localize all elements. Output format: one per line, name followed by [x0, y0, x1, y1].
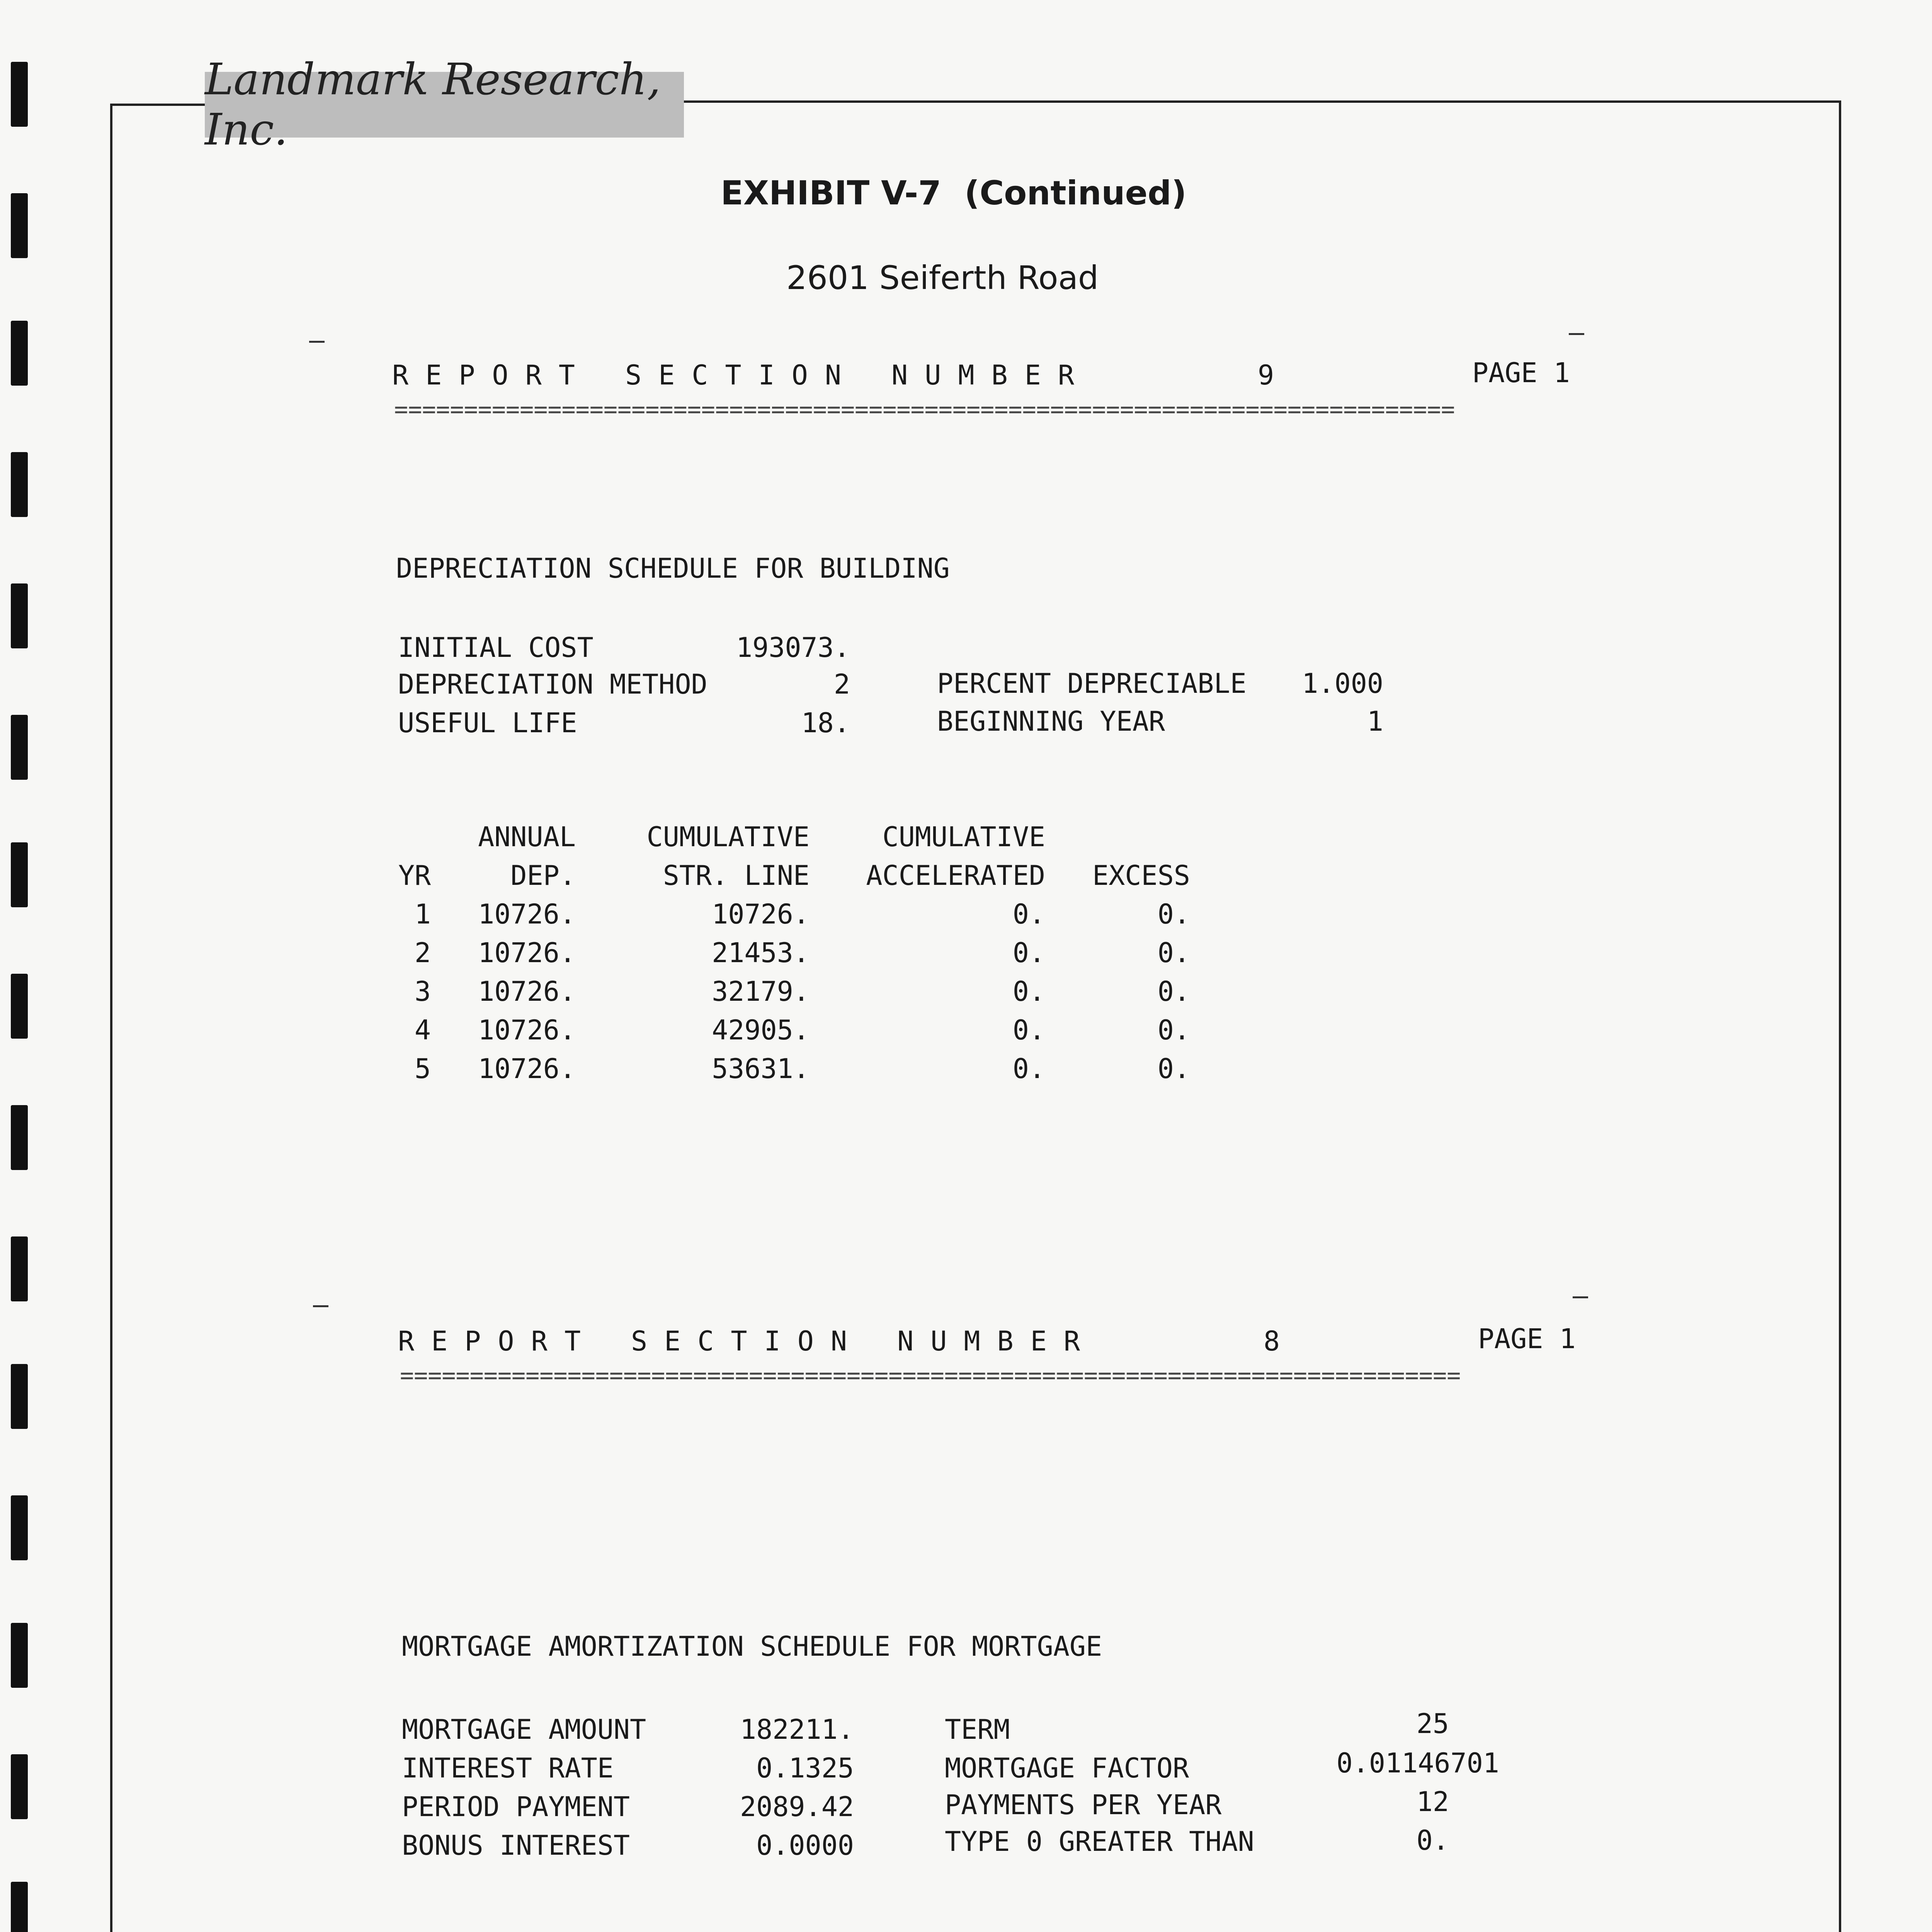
table-cell: 0. [1012, 937, 1045, 969]
column-header: CUMULATIVE [646, 821, 810, 853]
column-header: ANNUAL [478, 821, 576, 853]
section-9-header: REPORT SECTION NUMBER [392, 359, 1092, 391]
section-9-rule: ============================================================================ [394, 396, 1455, 423]
depreciation-method-label: DEPRECIATION METHOD [398, 668, 707, 700]
binding-hole [11, 193, 28, 258]
table-cell: 0. [1157, 1014, 1190, 1046]
frame-right [1839, 100, 1841, 1932]
section-8-number: 8 [1264, 1325, 1280, 1357]
column-header: DEP. [510, 860, 576, 891]
section-9-page: PAGE 1 [1472, 357, 1570, 389]
binding-hole [11, 1236, 28, 1301]
table-cell: 3 [414, 976, 431, 1007]
table-cell: 0. [1157, 937, 1190, 969]
exhibit-title: EXHIBIT V-7 (Continued) [721, 174, 1187, 213]
depreciation-method-value: 2 [833, 668, 850, 700]
frame-left [110, 104, 112, 1932]
table-cell: 0. [1012, 898, 1045, 930]
table-cell: 1 [414, 898, 431, 930]
binding-hole [11, 452, 28, 517]
beginning-year-value: 1 [1367, 706, 1383, 737]
table-cell: 0. [1012, 1053, 1045, 1085]
useful-life-label: USEFUL LIFE [398, 707, 577, 739]
table-cell: 0. [1157, 1053, 1190, 1085]
column-header: STR. LINE [663, 860, 810, 891]
table-cell: 4 [414, 1014, 431, 1046]
bonus-interest-label: BONUS INTEREST [402, 1830, 630, 1861]
table-cell: 2 [414, 937, 431, 969]
mortgage-heading: MORTGAGE AMORTIZATION SCHEDULE FOR MORTGAGE [402, 1631, 1102, 1662]
exhibit-subtitle: 2601 Seiferth Road [786, 259, 1099, 297]
binding-hole [11, 842, 28, 907]
mortgage-factor-label: MORTGAGE FACTOR [945, 1752, 1189, 1784]
interest-rate-label: INTEREST RATE [402, 1752, 614, 1784]
table-cell: 0. [1012, 1014, 1045, 1046]
binding-hole [11, 62, 28, 127]
period-payment-label: PERIOD PAYMENT [402, 1791, 630, 1823]
term-label: TERM [945, 1714, 1010, 1745]
table-cell: 0. [1157, 976, 1190, 1007]
binding-hole [11, 321, 28, 386]
depreciation-heading: DEPRECIATION SCHEDULE FOR BUILDING [396, 553, 950, 584]
binding-hole [11, 1105, 28, 1170]
tick-mark [1569, 333, 1584, 335]
section-8-rule: ============================================================================ [400, 1362, 1461, 1389]
binding-hole [11, 1495, 28, 1560]
mortgage-amount-label: MORTGAGE AMOUNT [402, 1714, 646, 1745]
section-9-number: 9 [1258, 359, 1274, 391]
table-cell: 53631. [712, 1053, 810, 1085]
tick-mark [313, 1305, 328, 1307]
term-value: 25 [1416, 1708, 1449, 1740]
binding-hole [11, 1882, 28, 1932]
table-cell: 10726. [478, 1014, 576, 1046]
interest-rate-value: 0.1325 [756, 1752, 854, 1784]
binding-hole [11, 583, 28, 648]
table-cell: 10726. [478, 1053, 576, 1085]
table-cell: 42905. [712, 1014, 810, 1046]
column-header: CUMULATIVE [882, 821, 1045, 853]
company-logo: Landmark Research, Inc. [205, 72, 684, 138]
tick-mark [309, 341, 325, 343]
table-cell: 21453. [712, 937, 810, 969]
period-payment-value: 2089.42 [740, 1791, 854, 1823]
frame-top-left [110, 104, 205, 106]
table-cell: 32179. [712, 976, 810, 1007]
frame-top-right [684, 100, 1841, 103]
payments-per-year-value: 12 [1416, 1786, 1449, 1818]
binding-hole [11, 1754, 28, 1819]
table-cell: 0. [1012, 976, 1045, 1007]
mortgage-amount-value: 182211. [740, 1714, 854, 1745]
beginning-year-label: BEGINNING YEAR [937, 706, 1165, 737]
percent-depreciable-label: PERCENT DEPRECIABLE [937, 668, 1247, 699]
binding-hole [11, 1623, 28, 1688]
table-cell: 10726. [712, 898, 810, 930]
type-label: TYPE 0 GREATER THAN [945, 1826, 1254, 1857]
column-header: ACCELERATED [866, 860, 1045, 891]
percent-depreciable-value: 1.000 [1302, 668, 1383, 699]
type-value: 0. [1416, 1825, 1449, 1856]
table-cell: 10726. [478, 898, 576, 930]
bonus-interest-value: 0.0000 [756, 1830, 854, 1861]
table-cell: 10726. [478, 976, 576, 1007]
payments-per-year-label: PAYMENTS PER YEAR [945, 1789, 1222, 1821]
column-header: EXCESS [1092, 860, 1190, 891]
binding-hole [11, 974, 28, 1039]
table-cell: 10726. [478, 937, 576, 969]
mortgage-factor-value: 0.01146701 [1336, 1747, 1499, 1779]
tick-mark [1573, 1296, 1588, 1298]
column-header: YR [398, 860, 431, 891]
binding-hole [11, 715, 28, 780]
initial-cost-label: INITIAL COST [398, 632, 594, 663]
table-cell: 0. [1157, 898, 1190, 930]
section-8-page: PAGE 1 [1478, 1323, 1576, 1355]
useful-life-value: 18. [801, 707, 850, 739]
binding-hole [11, 1364, 28, 1429]
table-cell: 5 [414, 1053, 431, 1085]
section-8-header: REPORT SECTION NUMBER [398, 1325, 1097, 1357]
initial-cost-value: 193073. [736, 632, 850, 663]
